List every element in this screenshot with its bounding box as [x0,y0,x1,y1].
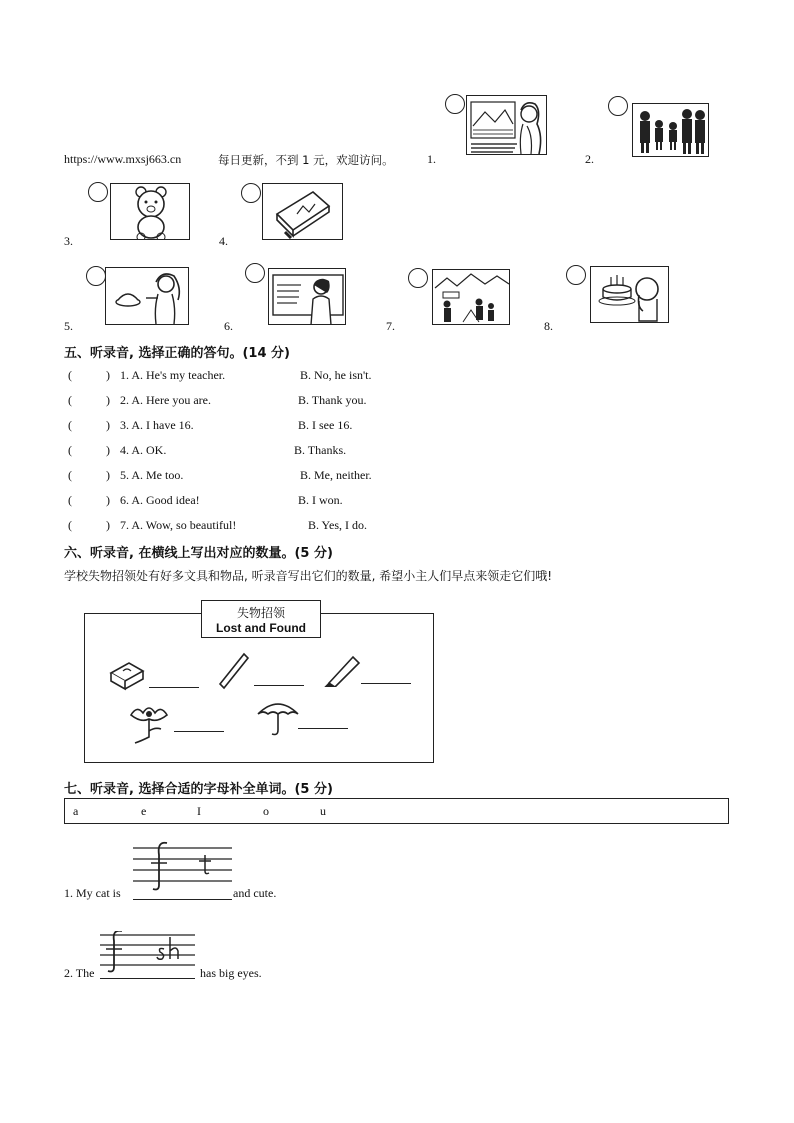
letter-a: a [73,804,79,818]
answer-bracket-left[interactable]: ( [68,518,72,532]
answer-line-ruler[interactable] [254,685,304,686]
header-notice: 每日更新，不到 1 元，欢迎访问。 [218,153,394,167]
answer-bracket-left[interactable]: ( [68,393,72,407]
option-b: B. No, he isn't. [300,368,372,382]
picture-item-number-1: 1. [427,152,436,166]
picture-item-number-2: 2. [585,152,594,166]
answer-bracket-left[interactable]: ( [68,443,72,457]
option-a: 5. A. Me too. [120,468,184,482]
family-group-picture [632,103,709,157]
sign-chinese-title: 失物招领 [236,606,285,620]
option-a: 7. A. Wow, so beautiful! [120,518,237,532]
option-b: B. Me, neither. [300,468,372,482]
answer-bracket-right[interactable]: ) [106,468,110,482]
pencil-icon [323,651,363,692]
answer-circle-4[interactable] [241,183,261,203]
letter-choice-box [64,798,729,824]
answer-bracket-right[interactable]: ) [106,518,110,532]
girl-with-cake-picture [105,267,189,325]
answer-bracket-right[interactable]: ) [106,393,110,407]
elephant-with-birthday-cake-picture [590,266,669,323]
eraser-icon [107,655,147,696]
picture-item-number-3: 3. [64,234,73,248]
teddy-bear-picture [110,183,190,240]
answer-circle-7[interactable] [408,268,428,288]
answer-bracket-left[interactable]: ( [68,368,72,382]
answer-bracket-right[interactable]: ) [106,443,110,457]
answer-bracket-left[interactable]: ( [68,418,72,432]
answer-circle-5[interactable] [86,266,106,286]
answer-line-eraser[interactable] [149,687,199,688]
option-b: B. I see 16. [298,418,353,432]
sign-english-title: Lost and Found [216,621,306,635]
letter-u: u [320,804,326,818]
handwriting-lines-1[interactable] [133,841,232,899]
option-b: B. I won. [298,493,343,507]
picture-item-number-4: 4. [219,234,228,248]
answer-line-pencil[interactable] [361,683,411,684]
lost-and-found-sign [201,600,321,638]
umbrella-icon [256,698,300,743]
answer-line-word-2[interactable] [100,978,195,979]
section-6-title: 六、听录音, 在横线上写出对应的数量。(5 分) [64,546,333,561]
answer-bracket-right[interactable]: ) [106,493,110,507]
answer-circle-8[interactable] [566,265,586,285]
ruler-icon [216,650,252,695]
question-2-after: has big eyes. [200,966,262,980]
question-2-before: 2. The [64,966,95,980]
option-b: B. Thanks. [294,443,347,457]
picture-item-number-5: 5. [64,319,73,333]
question-1-before: 1. My cat is [64,886,121,900]
answer-bracket-right[interactable]: ) [106,418,110,432]
section-6-intro: 学校失物招领处有好多文具和物品, 听录音写出它们的数量, 希望小主人们早点来领走它们哦! [64,569,553,583]
option-b: B. Yes, I do. [308,518,368,532]
option-a: 6. A. Good idea! [120,493,200,507]
handwriting-lines-2[interactable] [100,931,195,979]
answer-line-flower[interactable] [174,731,224,732]
teacher-at-blackboard-picture [268,268,346,325]
answer-circle-2[interactable] [608,96,628,116]
letter-i: I [197,804,201,818]
option-b: B. Thank you. [298,393,367,407]
source-url[interactable]: https://www.mxsj663.cn [64,152,182,166]
answer-circle-3[interactable] [88,182,108,202]
option-a: 1. A. He's my teacher. [120,368,226,382]
option-a: 3. A. I have 16. [120,418,194,432]
option-a: 4. A. OK. [120,443,167,457]
answer-bracket-left[interactable]: ( [68,493,72,507]
picture-item-number-6: 6. [224,319,233,333]
option-a: 2. A. Here you are. [120,393,211,407]
answer-bracket-right[interactable]: ) [106,368,110,382]
answer-bracket-left[interactable]: ( [68,468,72,482]
answer-line-umbrella[interactable] [298,728,348,729]
people-in-park-picture [432,269,510,325]
section-7-title: 七、听录音, 选择合适的字母补全单词。(5 分) [64,782,333,797]
picture-item-number-8: 8. [544,319,553,333]
letter-o: o [263,804,269,818]
letter-e: e [141,804,147,818]
answer-circle-6[interactable] [245,263,265,283]
flower-icon [127,703,171,750]
book-picture [262,183,343,240]
girl-and-seaside-picture [466,95,547,155]
question-1-after: and cute. [233,886,277,900]
picture-item-number-7: 7. [386,319,395,333]
answer-line-word-1[interactable] [133,899,232,900]
answer-circle-1[interactable] [445,94,465,114]
section-5-title: 五、听录音, 选择正确的答句。(14 分) [64,346,290,361]
